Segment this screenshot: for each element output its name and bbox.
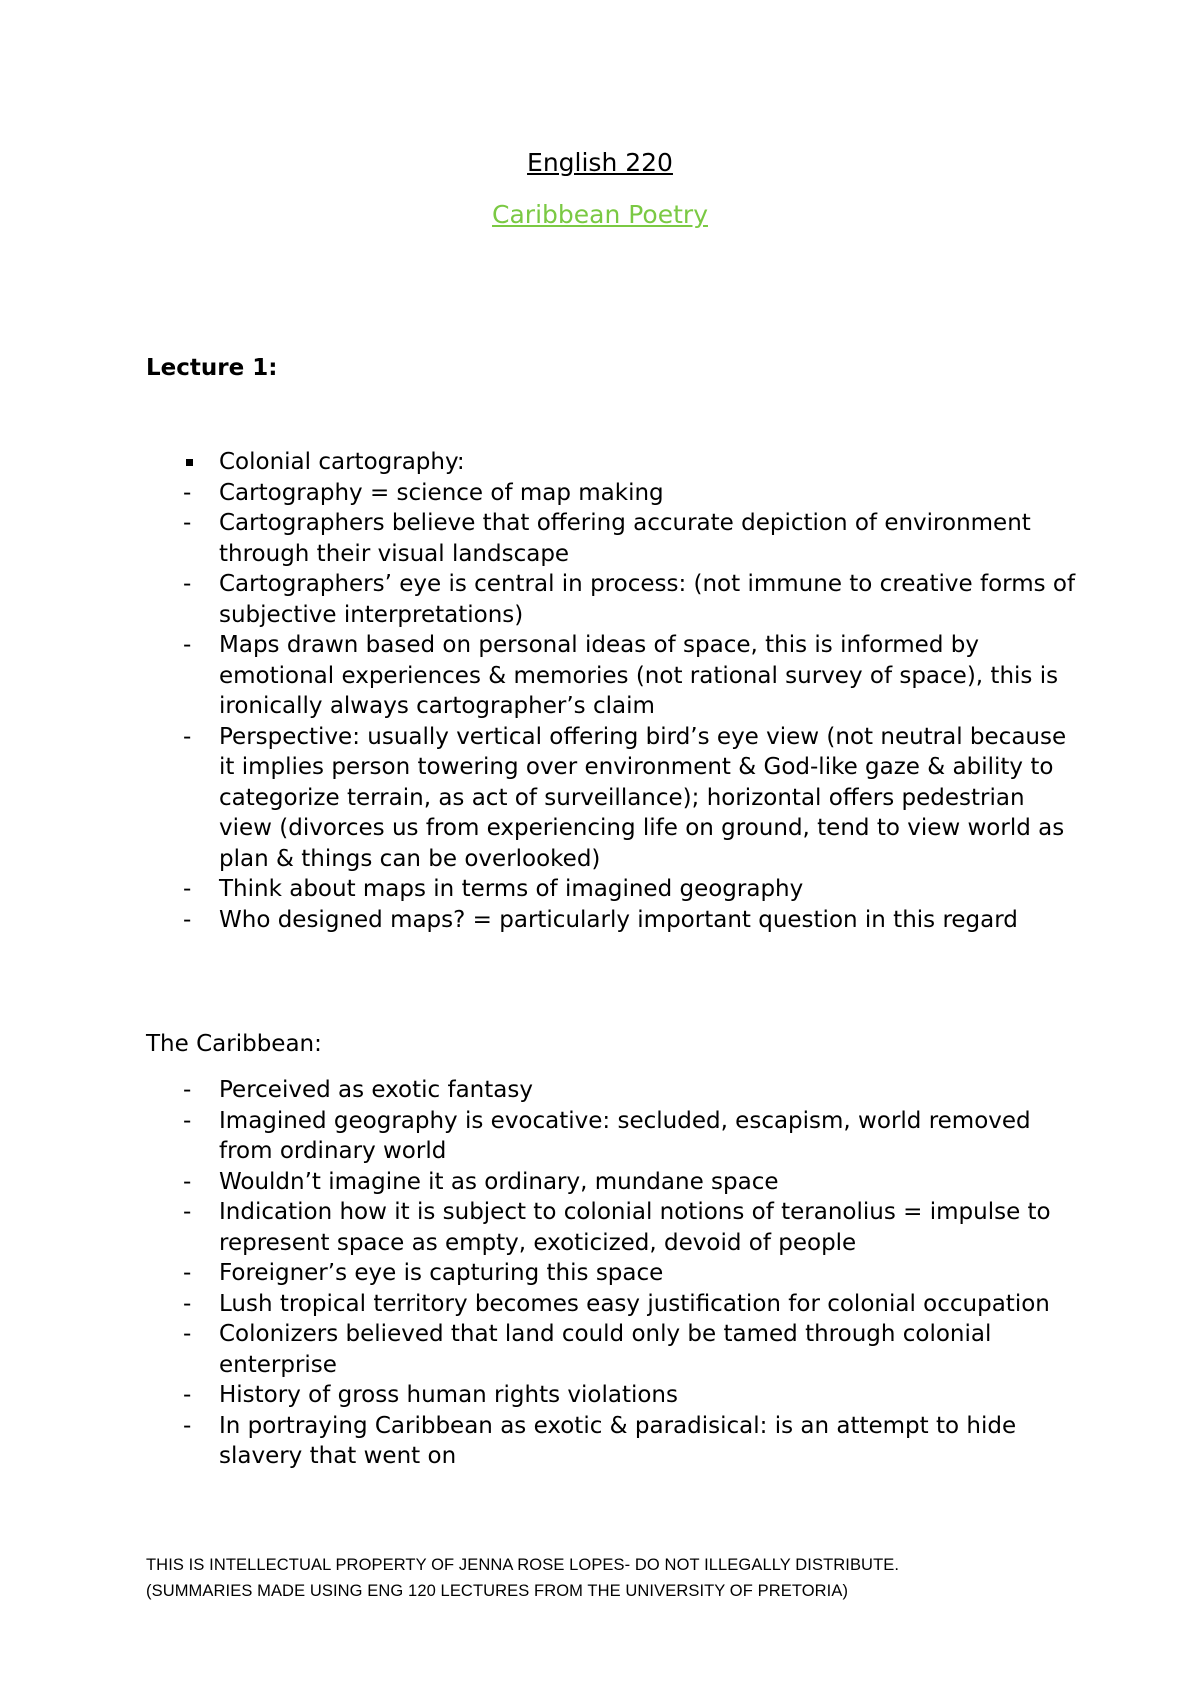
list-item-text: Lush tropical territory becomes easy justification for colonial occupation	[219, 1290, 1050, 1317]
list-item-text: Wouldn’t imagine it as ordinary, mundane space	[219, 1168, 779, 1195]
list-item-text: Imagined geography is evocative: secluded, escapism, world removed from ordinary world	[219, 1107, 1031, 1164]
list-item-text: Perspective: usually vertical offering bird’s eye view (not neutral because it implies person towering over environment & God-like gaze & ability to categorize terrain, as act of surveillance); horizontal offers pedestrian view (divorces us from experiencing life on ground, tend to view world as plan & things can be overlooked)	[219, 723, 1067, 872]
list-item	[146, 722, 1076, 875]
lecture-heading: Lecture 1:	[146, 355, 278, 381]
dash-bullet: -	[183, 906, 192, 933]
list-item-text: Colonizers believed that land could only be tamed through colonial enterprise	[219, 1321, 992, 1378]
list-item-text: History of gross human rights violations	[219, 1382, 678, 1408]
list-item	[146, 508, 1076, 569]
dash-bullet: -	[183, 1290, 192, 1317]
list-item-text: Think about maps in terms of imagined geography	[219, 876, 804, 902]
list-item-text: Maps drawn based on personal ideas of space, this is informed by emotional experiences & memories (not rational survey of space), this is ironically always cartographer’s claim	[219, 632, 1059, 719]
list-item	[146, 1197, 1076, 1258]
list-item-text: Cartography = science of map making	[219, 479, 664, 506]
dash-bullet: -	[183, 1168, 192, 1195]
list-item	[146, 1319, 1076, 1380]
list-item	[146, 1167, 1076, 1198]
footer-source: (SUMMARIES MADE USING ENG 120 LECTURES FROM THE UNIVERSITY OF PRETORIA)	[146, 1582, 849, 1600]
list-item	[146, 630, 1076, 722]
document-title: English 220	[527, 148, 673, 177]
dash-bullet: -	[183, 1260, 192, 1286]
list-item	[146, 478, 1076, 509]
list-item	[146, 1075, 1076, 1106]
caribbean-list	[146, 1075, 1076, 1472]
list-item-text: Indication how it is subject to colonial notions of teranolius = impulse to represent space as empty, exoticized, devoid of people	[219, 1199, 1051, 1256]
list-item-text: Foreigner’s eye is capturing this space	[219, 1260, 664, 1286]
list-item	[146, 1289, 1076, 1320]
list-item-text: Cartographers’ eye is central in process: (not immune to creative forms of subjective interpretations)	[219, 571, 1076, 628]
list-item-text: Colonial cartography:	[219, 449, 465, 475]
list-item	[146, 1258, 1076, 1289]
list-item	[146, 1411, 1076, 1472]
dash-bullet: -	[183, 571, 192, 597]
list-item	[146, 569, 1076, 630]
footer-copyright: THIS IS INTELLECTUAL PROPERTY OF JENNA ROSE LOPES- DO NOT ILLEGALLY DISTRIBUTE.	[146, 1556, 900, 1574]
dash-bullet: -	[183, 1382, 192, 1408]
list-item-text: Who designed maps? = particularly important question in this regard	[219, 906, 1018, 933]
document-subtitle: Caribbean Poetry	[492, 200, 708, 229]
dash-bullet: -	[183, 1321, 192, 1347]
dash-bullet: -	[183, 1107, 192, 1134]
dash-bullet: -	[183, 1412, 192, 1439]
dash-bullet: -	[183, 723, 192, 750]
dash-bullet: -	[183, 632, 192, 658]
dash-bullet: -	[183, 510, 192, 536]
dash-bullet: -	[183, 1199, 192, 1225]
dash-bullet: -	[183, 479, 192, 506]
cartography-list	[146, 447, 1076, 935]
list-item-text: Cartographers believe that offering accurate depiction of environment through their visual landscape	[219, 510, 1031, 567]
list-item	[146, 1106, 1076, 1167]
list-item	[146, 1380, 1076, 1411]
dash-bullet: -	[183, 876, 192, 902]
list-item-text: In portraying Caribbean as exotic & paradisical: is an attempt to hide slavery that went on	[219, 1412, 1017, 1469]
list-item	[146, 874, 1076, 905]
list-item	[146, 447, 1076, 478]
square-bullet-icon	[186, 459, 193, 466]
dash-bullet: -	[183, 1077, 192, 1103]
list-item-text: Perceived as exotic fantasy	[219, 1077, 533, 1103]
list-item	[146, 905, 1076, 936]
caribbean-heading: The Caribbean:	[146, 1031, 322, 1057]
